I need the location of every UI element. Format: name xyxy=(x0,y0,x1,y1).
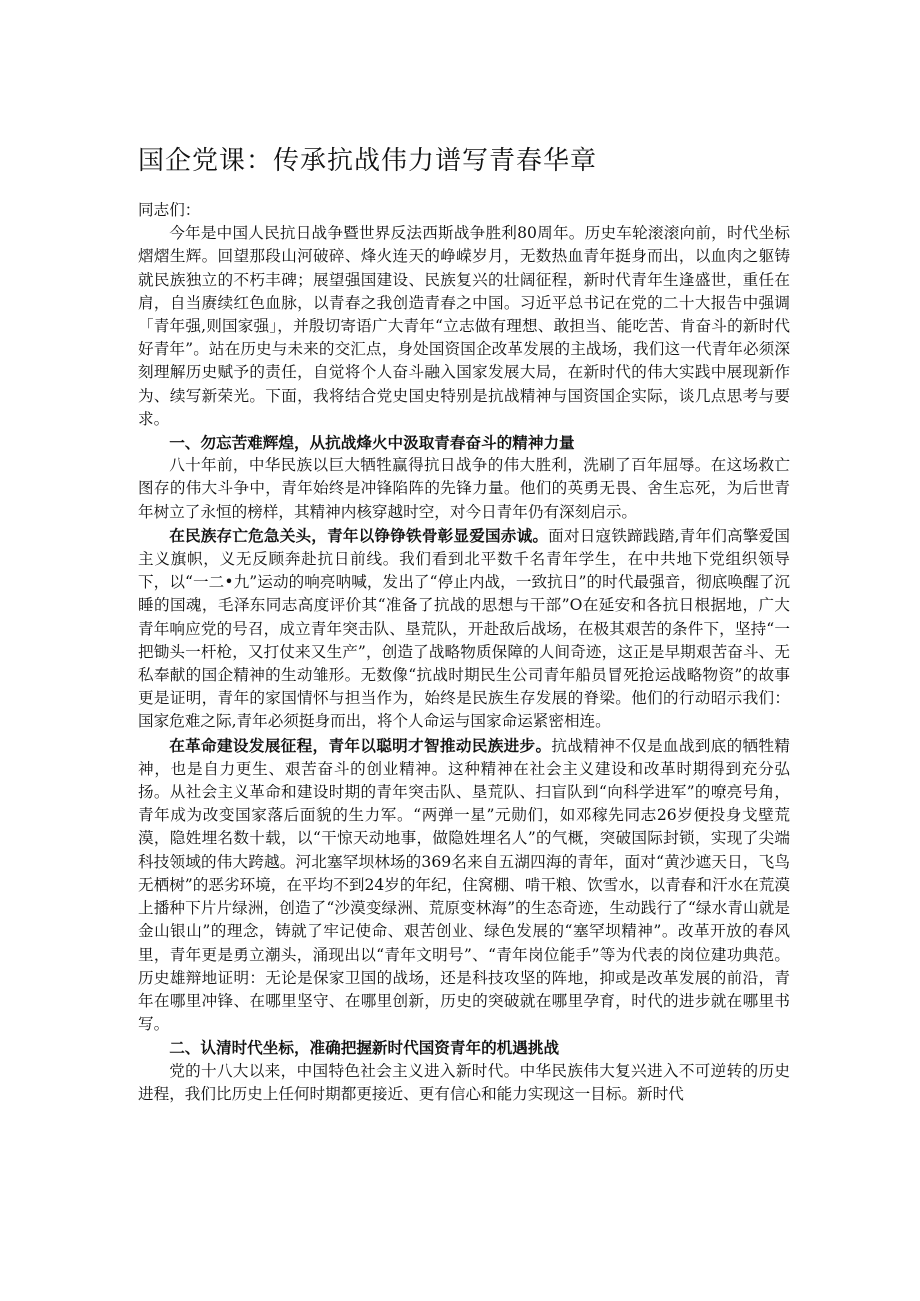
section-1-paragraph-1: 八十年前，中华民族以巨大牺牲赢得抗日战争的伟大胜利，洗刷了百年屈辱。在这场救亡图存的伟大斗争中，青年始终是冲锋陷阵的先锋力量。他们的英勇无畏、舍生忘死，为后世青年树立了永恒的榜样，其精神内核穿越时空，对今日青年仍有深刻启示。 xyxy=(138,456,790,521)
document-title: 国企党课：传承抗战伟力谱写青春华章 xyxy=(138,146,598,176)
paragraph-lead-sentence: 在革命建设发展征程，青年以聪明才智推动民族进步。 xyxy=(169,735,552,755)
section-1-paragraph-3 xyxy=(138,734,790,1037)
paragraph-lead-sentence: 在民族存亡危急关头，青年以铮铮铁骨彰显爱国赤诚。 xyxy=(169,525,549,545)
paragraph-text: 抗战精神不仅是血战到底的牺牲精神，也是自力更生、艰苦奋斗的创业精神。这种精神在社会主义建设和改革时期得到充分弘扬。从社会主义革命和建设时期的青年突击队、垦荒队、扫盲队到“向科学进军”的嘹亮号角，青年成为改变国家落后面貌的生力军。“两弹一星”元勋们，如邓稼先同志26岁便投身戈壁荒漠，隐姓埋名数十载，以“干惊天动地事，做隐姓埋名人”的气概，突破国际封锁，实现了尖端科技领域的伟大跨越。河北塞罕坝林场的369名来自五湖四海的青年，面对“黄沙遮天日，飞鸟无栖树”的恶劣环境，在平均不到24岁的年纪，住窝棚、啃干粮、饮雪水，以青春和汗水在荒漠上播种下片片绿洲，创造了“沙漠变绿洲、荒原变林海”的生态奇迹，生动践行了“绿水青山就是金山银山”的理念，铸就了牢记使命、艰苦创业、绿色发展的“塞罕坝精神”。改革开放的春风里，青年更是勇立潮头，涌现出以“青年文明号”、“青年岗位能手”等为代表的岗位建功典范。历史雄辩地证明：无论是保家卫国的战场，还是科技攻坚的阵地，抑或是改革发展的前沿，青年在哪里冲锋、在哪里坚守、在哪里创新，历史的突破就在哪里孕育，时代的进步就在哪里书写。 xyxy=(138,736,790,1034)
document-body xyxy=(138,199,790,1106)
section-2-paragraph-1: 党的十八大以来，中国特色社会主义进入新时代。中华民族伟大复兴进入不可逆转的历史进程，我们比历史上任何时期都更接近、更有信心和能力实现这一目标。新时代 xyxy=(138,1061,790,1103)
paragraph-text: 面对日寇铁蹄践踏,青年们高擎爱国主义旗帜，义无反顾奔赴抗日前线。我们看到北平数千名青年学生，在中共地下党组织领导下，以“一二•九”运动的响亮呐喊，发出了“停止内战，一致抗日”的时代最强音，彻底唤醒了沉睡的国魂，毛泽东同志高度评价其“准备了抗战的思想与干部”O在延安和各抗日根据地，广大青年响应党的号召，成立青年突击队、垦荒队，开赴敌后战场，在极其艰苦的条件下，坚持“一把锄头一杆枪，又打仗来又生产”，创造了战略物质保障的人间奇迹，这正是早期艰苦奋斗、无私奉献的国企精神的生动雏形。无数像“抗战时期民生公司青年船员冒死抢运战略物资”的故事更是证明，青年的家国情怀与担当作为，始终是民族生存发展的脊梁。他们的行动昭示我们：国家危难之际,青年必须挺身而出，将个人命运与国家命运紧密相连。 xyxy=(138,526,790,731)
section-1-paragraph-2 xyxy=(138,524,790,734)
greeting: 同志们： xyxy=(138,201,201,219)
intro-paragraph: 今年是中国人民抗日战争暨世界反法西斯战争胜利80周年。历史车轮滚滚向前，时代坐标熠熠生辉。回望那段山河破碎、烽火连天的峥嵘岁月，无数热血青年挺身而出，以血肉之躯铸就民族独立的不朽丰碑；展望强国建设、民族复兴的壮阔征程，新时代青年生逢盛世，重任在肩，自当赓续红色血脉，以青春之我创造青春之中国。习近平总书记在党的二十大报告中强调「青年强,则国家强」，并殷切寄语广大青年“立志做有理想、敢担当、能吃苦、肯奋斗的新时代好青年”。站在历史与未来的交汇点，身处国资国企改革发展的主战场，我们这一代青年必须深刻理解历史赋予的责任，自觉将个人奋斗融入国家发展大局，在新时代的伟大实践中展现新作为、续写新荣光。下面，我将结合党史国史特别是抗战精神与国资国企实际，谈几点思考与要求。 xyxy=(138,224,790,428)
section-2-heading: 二、认清时代坐标，准确把握新时代国资青年的机遇挑战 xyxy=(169,1038,560,1058)
section-1-heading: 一、勿忘苦难辉煌，从抗战烽火中汲取青春奋斗的精神力量 xyxy=(169,433,575,453)
